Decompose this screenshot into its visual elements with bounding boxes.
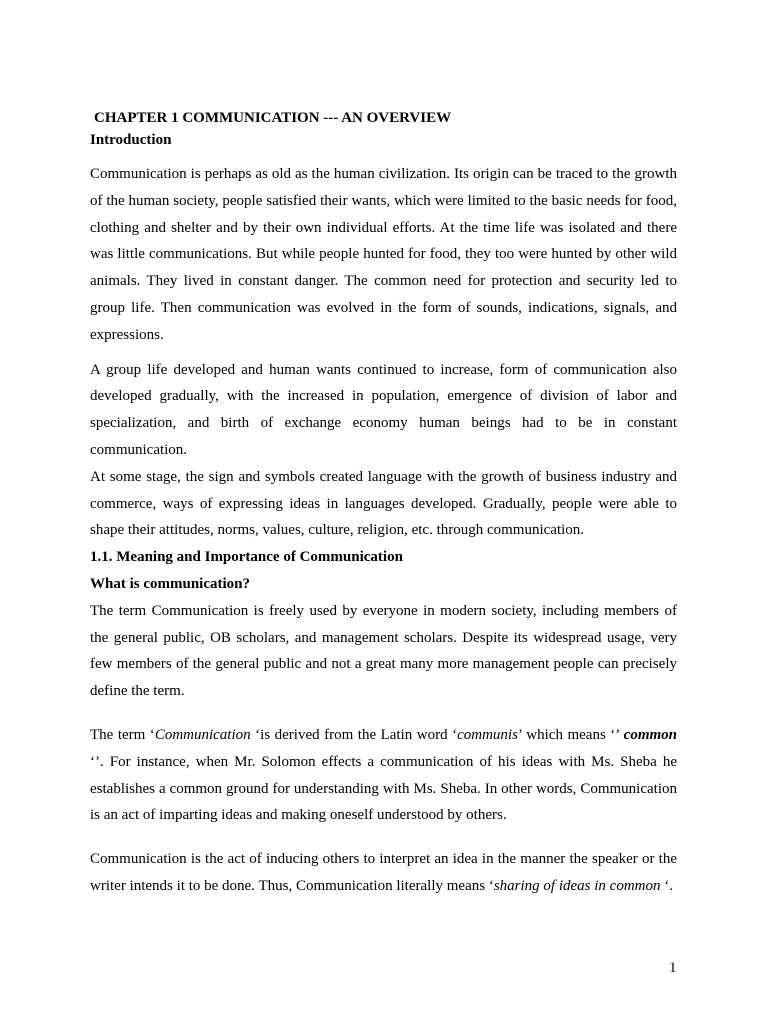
italic-term: sharing of ideas in common xyxy=(493,877,661,894)
paragraph-term-usage: The term Communication is freely used by everyone in modern society, including members of the general public, OB scholars, and management scholars. Despite its widespread usage, very few members of the general public and not a great many more management people can precisely define the term. xyxy=(90,602,677,700)
introduction-heading: Introduction xyxy=(90,132,172,148)
page-number: 1 xyxy=(669,960,677,976)
bold-italic-term: common xyxy=(623,726,677,743)
italic-term: communis xyxy=(457,726,518,743)
paragraph-group-life: A group life developed and human wants continued to increase, form of communication also developed gradually, with the increased in population, emergence of division of labor and specialization, and birth of exchange economy human beings had to be in constant communication. xyxy=(90,361,677,458)
paragraph-definition xyxy=(90,846,677,900)
text-span: The term ‘ xyxy=(90,726,155,743)
paragraph-origin: Communication is perhaps as old as the human civilization. Its origin can be traced to the growth of the human society, people satisfied their wants, which were limited to the basic needs for food, clothing and shelter and by their own individual efforts. At the time life was isolated and there was little communications. But while people hunted for food, they too were hunted by other wild animals. They lived in constant danger. The common need for protection and security led to group life. Then communication was evolved in the form of sounds, indications, signals, and expressions. xyxy=(90,166,677,343)
document-body xyxy=(90,161,677,900)
text-span: ’ which means ‘’ xyxy=(517,726,624,743)
text-span: Communication is the act of inducing others to interpret an idea in the manner the speaker or the writer intends it to be done. Thus, Communication literally means ‘ xyxy=(90,851,677,894)
italic-term: Communication xyxy=(154,726,251,743)
chapter-title: CHAPTER 1 COMMUNICATION --- AN OVERVIEW xyxy=(94,110,452,126)
paragraph-language: At some stage, the sign and symbols created language with the growth of business industry and commerce, ways of expressing ideas in languages developed. Gradually, people were able to shape their attitudes, norms, values, culture, religion, etc. through communication. xyxy=(90,468,677,539)
section-heading: 1.1. Meaning and Importance of Communication xyxy=(90,549,403,566)
sub-heading: What is communication? xyxy=(90,575,251,592)
text-span: ‘’. For instance, when Mr. Solomon effects a communication of his ideas with Ms. Sheba he establishes a common ground for understanding with Ms. Sheba. In other words, Communication is an act of imparting ideas and making oneself understood by others. xyxy=(90,753,677,824)
text-span: ‘is derived from the Latin word ‘ xyxy=(250,726,458,743)
text-span: ‘. xyxy=(660,877,673,894)
paragraph-latin-origin xyxy=(90,722,677,829)
